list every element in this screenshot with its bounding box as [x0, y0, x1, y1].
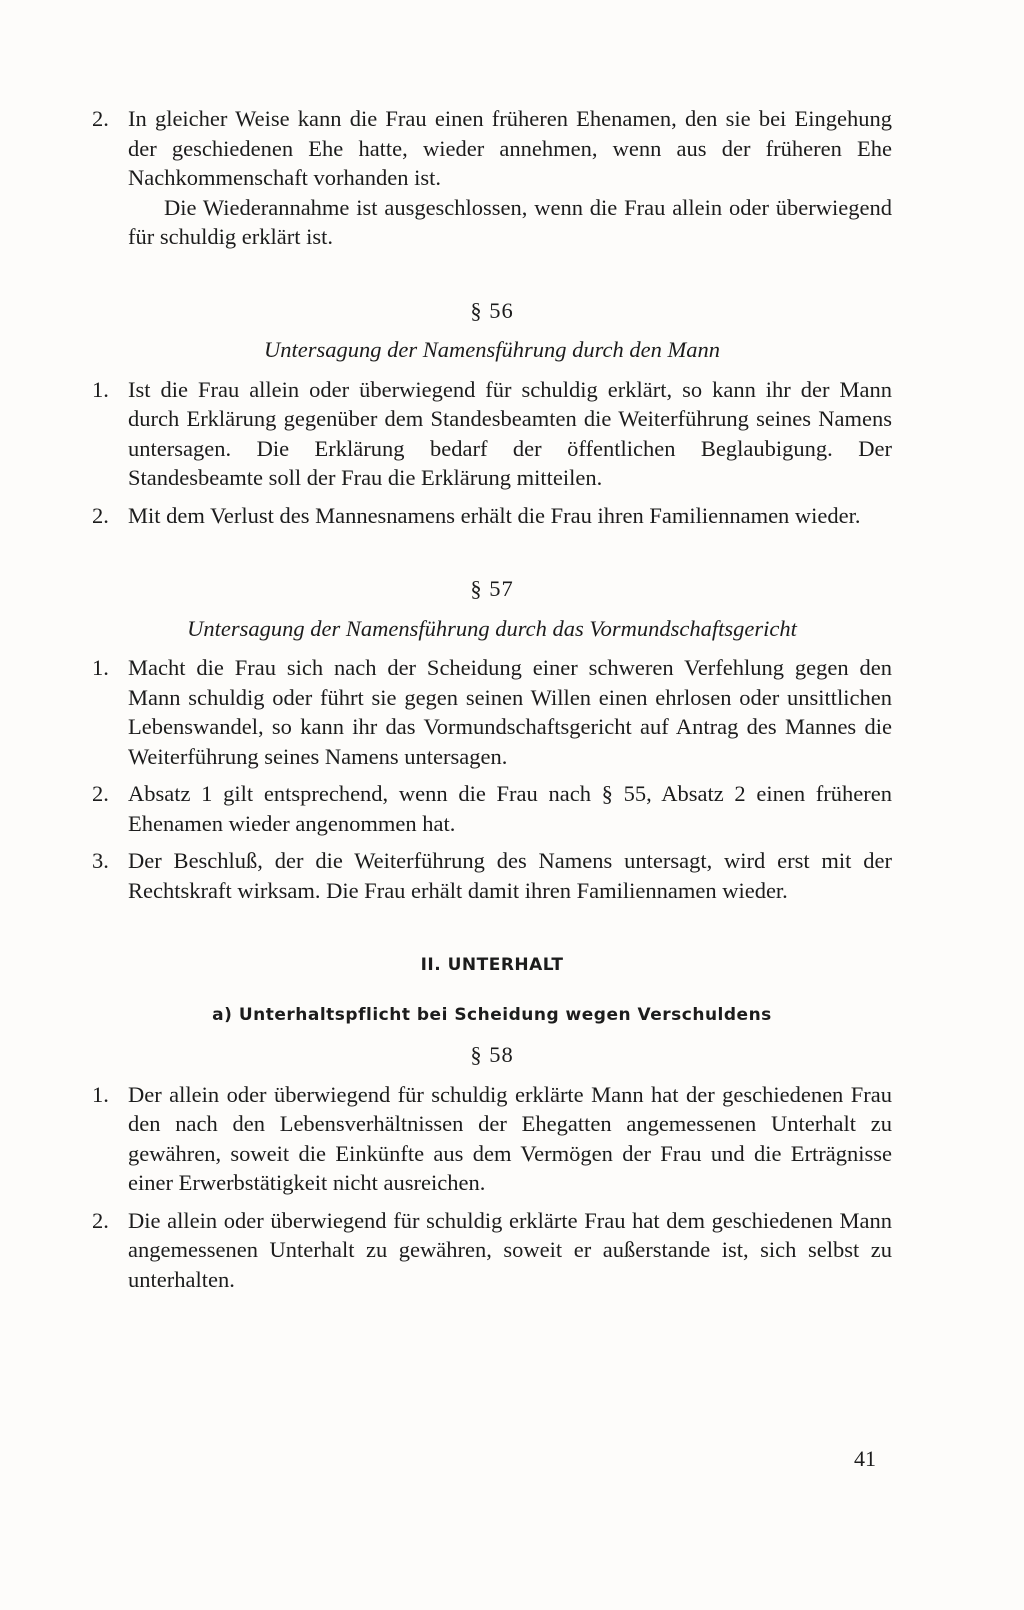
paragraph-58-2 [92, 1206, 892, 1295]
item-text: Die allein oder überwiegend für schuldig erklärte Frau hat dem geschiedenen Mann angemessenen Unterhalt zu gewähren, soweit er außerstande ist, sich selbst zu unterhalten. [128, 1207, 892, 1292]
item-text: Der Beschluß, der die Weiterführung des Namens untersagt, wird erst mit der Rechtskraft wirksam. Die Frau erhält damit ihren Familiennamen wieder. [128, 848, 892, 903]
item-number: 1. [92, 655, 109, 680]
paragraph-56-1 [92, 375, 892, 493]
item-number: 1. [92, 1081, 109, 1107]
paragraph-57-1 [92, 653, 892, 771]
item-text: Der allein oder überwiegend für schuldig erklärte Mann hat der geschiedenen Frau den nach den Lebensverhältnissen der Ehegatten angemessenen Unterhalt zu gewähren, soweit die Einkünfte aus dem Vermögen der Frau und die Erträgnisse einer Erwerbstätigkeit nicht ausreichen. [128, 1081, 892, 1195]
paragraph-57-2 [92, 779, 892, 838]
item-text: Absatz 1 gilt entsprechend, wenn die Frau nach § 55, Absatz 2 einen früheren Ehenamen wieder angenommen hat. [128, 781, 892, 836]
item-number: 2. [92, 781, 109, 806]
chapter-heading: II. UNTERHALT [420, 955, 564, 975]
section-56-title: Untersagung der Namensführung durch den Mann [263, 337, 720, 362]
section-57-title: Untersagung der Namensführung durch das Vormundschaftsgericht [187, 615, 797, 641]
paragraph-56-2 [92, 501, 892, 531]
item-number: 2. [92, 106, 109, 131]
section-56-number: § 56 [470, 297, 514, 323]
item-number: 1. [92, 376, 109, 402]
item-text: Macht die Frau sich nach der Scheidung einer schweren Verfehlung gegen den Mann schuldig oder führt sie gegen seinen Willen einen ehrlosen oder unsittlichen Lebenswandel, so kann ihr das Vormundschaftsgericht auf Antrag des Mannes die Weiterführung seines Namens untersagen. [128, 655, 892, 769]
item-text: In gleicher Weise kann die Frau einen früheren Ehenamen, den sie bei Eingehung der geschiedenen Ehe hatte, wieder annehmen, wenn aus der früheren Ehe Nachkommenschaft vorhanden ist. [128, 106, 892, 190]
page-number: 41 [854, 1446, 876, 1471]
item-number: 2. [92, 1207, 109, 1233]
paragraph-55-2-continuation: Die Wiederannahme ist ausgeschlossen, wenn die Frau allein oder überwiegend für schuldig erklärt ist. [128, 194, 892, 249]
section-58-number: § 58 [470, 1042, 514, 1067]
item-number: 2. [92, 502, 109, 528]
item-number: 3. [92, 848, 109, 873]
paragraph-58-1 [92, 1080, 892, 1198]
section-57-number: § 57 [470, 576, 514, 601]
paragraph-55-2 [92, 104, 892, 193]
item-text: Mit dem Verlust des Mannesnamens erhält die Frau ihren Familiennamen wieder. [128, 502, 861, 528]
document-page [92, 104, 892, 1294]
paragraph-57-3 [92, 846, 892, 905]
subchapter-heading: a) Unterhaltspflicht bei Scheidung wegen Verschuldens [212, 1004, 772, 1025]
item-text: Ist die Frau allein oder überwiegend für schuldig erklärt, so kann ihr der Mann durch Erklärung gegenüber dem Standesbeamten die Weiterführung seines Namens untersagen. Die Erklärung bedarf der öffentlichen Beglaubigung. Der Standesbeamte soll der Frau die Erklärung mitteilen. [128, 376, 892, 490]
